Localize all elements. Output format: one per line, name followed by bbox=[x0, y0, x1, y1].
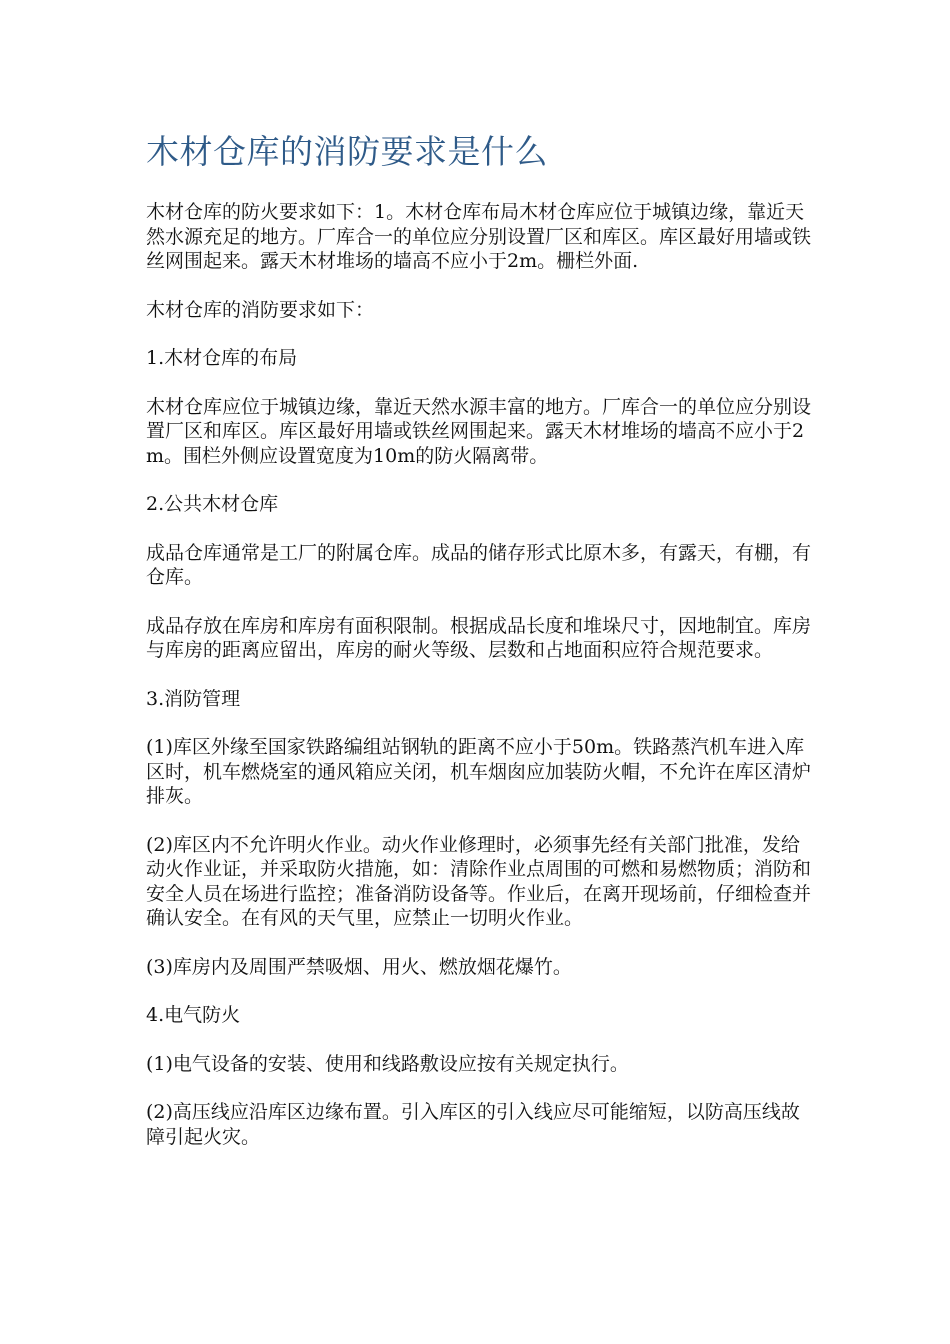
document-page bbox=[146, 128, 811, 1173]
fire-management-item-2: (2)库区内不允许明火作业。动火作业修理时，必须事先经有关部门批准，发给动火作业证，并采取防火措施，如：清除作业点周围的可燃和易燃物质；消防和安全人员在场进行监控；准备消防设备等。作业后，在离开现场前，仔细检查并确认安全。在有风的天气里，应禁止一切明火作业。 bbox=[146, 833, 812, 929]
fire-management-item-1: (1)库区外缘至国家铁路编组站钢轨的距离不应小于50m。铁路蒸汽机车进入库区时，机车燃烧室的通风箱应关闭，机车烟囱应加装防火帽，不允许在库区清炉排灰。 bbox=[146, 736, 812, 807]
document-title: 木材仓库的消防要求是什么 bbox=[146, 132, 548, 171]
electrical-item-1: (1)电气设备的安装、使用和线路敷设应按有关规定执行。 bbox=[146, 1052, 629, 1075]
section-heading-public-warehouse: 2.公共木材仓库 bbox=[146, 493, 279, 515]
public-warehouse-paragraph-1: 成品仓库通常是工厂的附属仓库。成品的储存形式比原木多，有露天，有棚，有仓库。 bbox=[146, 541, 812, 588]
public-warehouse-paragraph-2: 成品存放在库房和库房有面积限制。根据成品长度和堆垛尺寸，因地制宜。库房与库房的距离应留出，库房的耐火等级、层数和占地面积应符合规范要求。 bbox=[146, 614, 812, 661]
electrical-item-2: (2)高压线应沿库区边缘布置。引入库区的引入线应尽可能缩短，以防高压线故障引起火灾。 bbox=[146, 1101, 800, 1148]
intro-paragraph: 木材仓库的防火要求如下：1。木材仓库布局木材仓库应位于城镇边缘，靠近天然水源充足的地方。厂库合一的单位应分别设置厂区和库区。库区最好用墙或铁丝网围起来。露天木材堆场的墙高不应小于2m。栅栏外面. bbox=[146, 201, 812, 272]
section-heading-layout: 1.木材仓库的布局 bbox=[146, 347, 298, 369]
section-heading-electrical: 4.电气防火 bbox=[146, 1004, 241, 1026]
layout-paragraph: 木材仓库应位于城镇边缘，靠近天然水源丰富的地方。厂库合一的单位应分别设置厂区和库区。库区最好用墙或铁丝网围起来。露天木材堆场的墙高不应小于2m。围栏外侧应设置宽度为10m的防火隔离带。 bbox=[146, 395, 812, 467]
section-heading-fire-management: 3.消防管理 bbox=[146, 687, 241, 710]
fire-management-item-3: (3)库房内及周围严禁吸烟、用火、燃放烟花爆竹。 bbox=[146, 955, 572, 978]
requirements-intro: 木材仓库的消防要求如下： bbox=[146, 298, 375, 321]
